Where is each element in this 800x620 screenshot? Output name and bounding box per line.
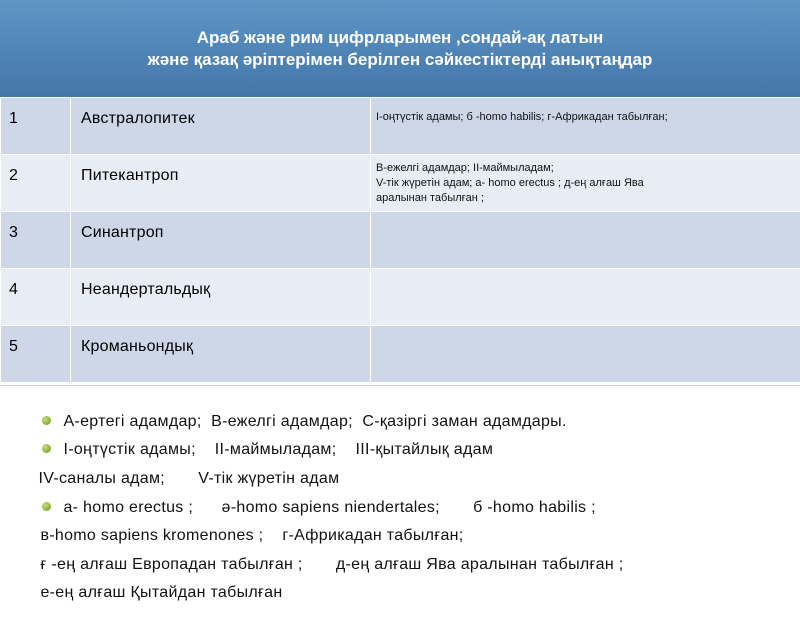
options-list [0,385,800,601]
answer-line: V-тік жүретін адам; а- homo erectus ; д-ең алғаш Ява [376,176,796,191]
answer-line: І-оңтүстік адамы; б -homo habilis; г-Африкадан табылған; [376,110,796,125]
answer-cell[interactable] [371,212,800,224]
list-item: в-homo sapiens kromenones ; г-Африкадан табылған; [12,509,464,563]
answer-cell[interactable] [371,326,800,338]
answer-line: В-ежелгі адамдар; ІІ-маймыладам; [376,161,796,176]
list-item: І-оңтүстік адамы; ІІ-маймыладам; ІІІ-қытайлық адам [14,423,493,477]
row-number: 4 [1,269,70,299]
list-item: а- homo erectus ; ә-homo sapiens niendertales; б -homo habilis ; [14,481,596,535]
hominid-name: Синантроп [71,212,370,242]
table-row [1,269,800,326]
table-row [1,98,800,155]
answer-cell [371,98,800,125]
answer-line: аралынан табылған ; [376,191,796,206]
title-line-1: Араб және рим цифрларымен ,сондай-ақ латын [197,27,604,49]
hominid-name: Кроманьондық [71,326,370,356]
matching-table [0,97,800,383]
list-item: ІV-саналы адам; V-тік жүретін адам [10,452,339,506]
slide-title [0,0,800,97]
row-number: 3 [1,212,70,242]
hominid-name: Австралопитек [71,98,370,128]
list-item: е-ең алғаш Қытайдан табылған [12,566,282,620]
answer-cell [371,155,800,206]
hominid-name: Неандертальдық [71,269,370,299]
table-row [1,326,800,383]
list-item: А-ертегі адамдар; В-ежелгі адамдар; С-қазіргі заман адамдары. [14,395,567,449]
row-number: 2 [1,155,70,185]
row-number: 1 [1,98,70,128]
row-number: 5 [1,326,70,356]
hominid-name: Питекантроп [71,155,370,185]
table-row [1,212,800,269]
list-item: ғ -ең алғаш Европадан табылған ; д-ең алғаш Ява аралынан табылған ; [12,538,623,592]
title-line-2: және қазақ әріптерімен берілген сәйкестіктерді анықтаңдар [148,49,653,71]
answer-cell[interactable] [371,269,800,281]
table-row [1,155,800,212]
